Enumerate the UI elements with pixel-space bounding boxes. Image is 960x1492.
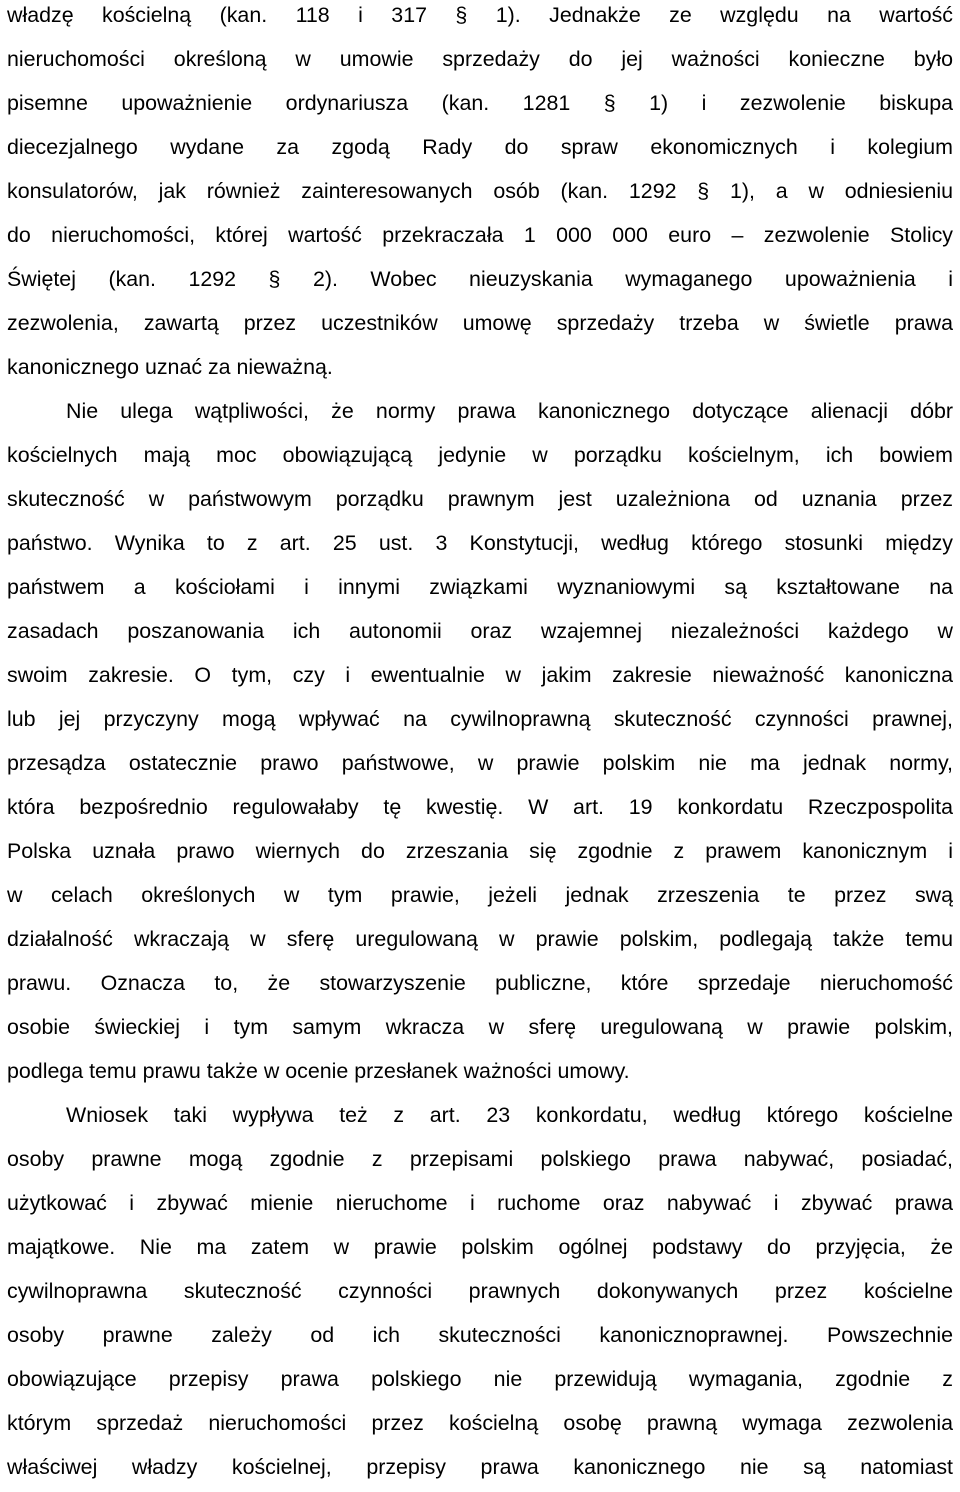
text-line: Świętej (kan. 1292 § 2). Wobec nieuzyskania wymaganego upoważnienia i (7, 267, 953, 291)
text-line: pisemne upoważnienie ordynariusza (kan. 1281 § 1) i zezwolenie biskupa (7, 91, 953, 115)
text-line: w celach określonych w tym prawie, jeżeli jednak zrzeszenia te przez swą (7, 883, 953, 907)
text-line: właściwej władzy kościelnej, przepisy prawa kanonicznego nie są natomiast (7, 1455, 953, 1479)
text-line: majątkowe. Nie ma zatem w prawie polskim ogólnej podstawy do przyjęcia, że (7, 1235, 953, 1259)
text-line: władzę kościelną (kan. 118 i 317 § 1). Jednakże ze względu na wartość (7, 3, 953, 27)
text-line: konsulatorów, jak również zainteresowanych osób (kan. 1292 § 1), a w odniesieniu (7, 179, 953, 203)
text-line: Nie ulega wątpliwości, że normy prawa kanonicznego dotyczące alienacji dóbr (66, 399, 953, 423)
text-line: diecezjalnego wydane za zgodą Rady do spraw ekonomicznych i kolegium (7, 135, 953, 159)
text-line: działalność wkraczają w sferę uregulowaną w prawie polskim, podlegają także temu (7, 927, 953, 951)
text-line: do nieruchomości, której wartość przekraczała 1 000 000 euro – zezwolenie Stolicy (7, 223, 953, 247)
text-line: Polska uznała prawo wiernych do zrzeszania się zgodnie z prawem kanonicznym i (7, 839, 953, 863)
text-line: skuteczność w państwowym porządku prawnym jest uzależniona od uznania przez (7, 487, 953, 511)
text-line: Wniosek taki wypływa też z art. 23 konkordatu, według którego kościelne (66, 1103, 953, 1127)
text-line: osoby prawne zależy od ich skuteczności kanonicznoprawnej. Powszechnie (7, 1323, 953, 1347)
text-line: którym sprzedaż nieruchomości przez kościelną osobę prawną wymaga zezwolenia (7, 1411, 953, 1435)
text-line: użytkować i zbywać mienie nieruchome i ruchome oraz nabywać i zbywać prawa (7, 1191, 953, 1215)
text-line: obowiązujące przepisy prawa polskiego nie przewidują wymagania, zgodnie z (7, 1367, 953, 1391)
text-line: przesądza ostatecznie prawo państwowe, w prawie polskim nie ma jednak normy, (7, 751, 953, 775)
text-line: kanonicznego uznać za nieważną. (7, 355, 333, 379)
text-line: zasadach poszanowania ich autonomii oraz wzajemnej niezależności każdego w (7, 619, 953, 643)
text-line: państwem a kościołami i innymi związkami wyznaniowymi są kształtowane na (7, 575, 953, 599)
text-line: swoim zakresie. O tym, czy i ewentualnie w jakim zakresie nieważność kanoniczna (7, 663, 953, 687)
text-line: lub jej przyczyny mogą wpływać na cywilnoprawną skuteczność czynności prawnej, (7, 707, 953, 731)
text-line: państwo. Wynika to z art. 25 ust. 3 Konstytucji, według którego stosunki między (7, 531, 953, 555)
text-line: prawu. Oznacza to, że stowarzyszenie publiczne, które sprzedaje nieruchomość (7, 971, 953, 995)
text-line: która bezpośrednio regulowałaby tę kwestię. W art. 19 konkordatu Rzeczpospolita (7, 795, 953, 819)
text-line: kościelnych mają moc obowiązującą jedynie w porządku kościelnym, ich bowiem (7, 443, 953, 467)
text-line: zezwolenia, zawartą przez uczestników umowę sprzedaży trzeba w świetle prawa (7, 311, 953, 335)
text-line: podlega temu prawu także w ocenie przesłanek ważności umowy. (7, 1059, 630, 1083)
text-line: cywilnoprawna skuteczność czynności prawnych dokonywanych przez kościelne (7, 1279, 953, 1303)
text-line: osoby prawne mogą zgodnie z przepisami polskiego prawa nabywać, posiadać, (7, 1147, 953, 1171)
text-line: nieruchomości określoną w umowie sprzedaży do jej ważności konieczne było (7, 47, 953, 71)
text-line: osobie świeckiej i tym samym wkracza w sferę uregulowaną w prawie polskim, (7, 1015, 953, 1039)
